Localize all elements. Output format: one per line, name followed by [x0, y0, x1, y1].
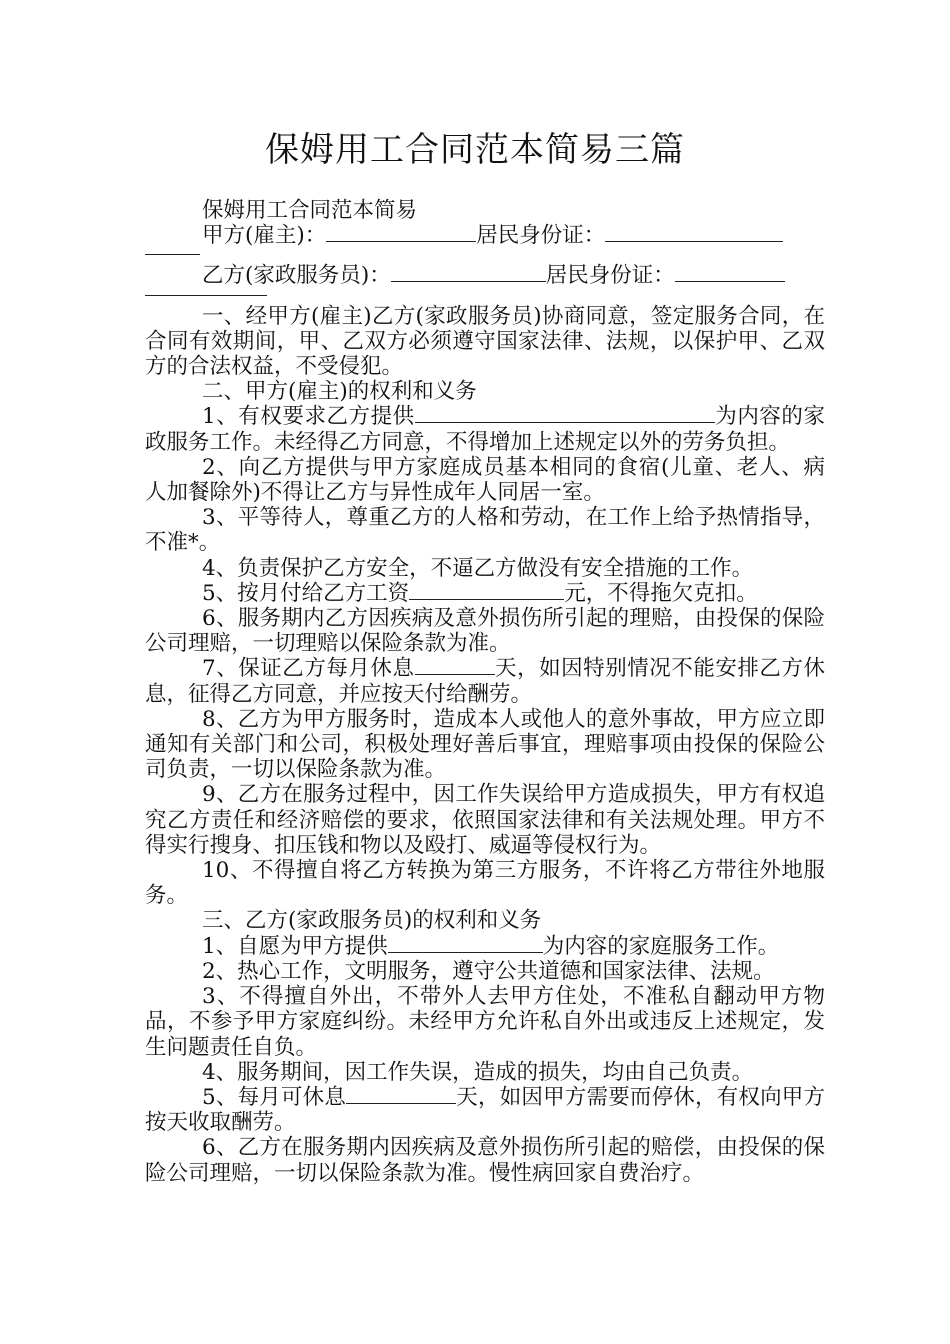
party-b-label: 乙方(家政服务员)： [202, 263, 391, 289]
section-3-heading: 三、乙方(家政服务员)的权利和义务 [202, 908, 542, 934]
party-a-label: 甲方(雇主)： [202, 223, 327, 249]
clause-2-2: 2、向乙方提供与甲方家庭成员基本相同的食宿(儿童、老人、病人加餐除外)不得让乙方与异性成年人同居一室。 [145, 454, 825, 506]
clause-2-5 [145, 581, 825, 606]
clause-3-1-text-b: 为内容的家庭服务工作。 [542, 933, 780, 959]
party-b-id-blank [675, 263, 785, 282]
clause-2-1-blank [415, 404, 715, 423]
clause-2-8: 8、乙方为甲方服务时，造成本人或他人的意外事故，甲方应立即通知有关部门和公司，积极处理好善后事宜，理赔事项由投保的保险公司负责，一切以保险条款为准。 [145, 706, 825, 783]
clause-3-2: 2、热心工作，文明服务，遵守公共道德和国家法律、法规。 [202, 958, 775, 984]
clause-2-9: 9、乙方在服务过程中，因工作失误给甲方造成损失，甲方有权追究乙方责任和经济赔偿的要求，依照国家法律和有关法规处理。甲方不得实行搜身、扣压钱和物以及殴打、威逼等侵权行为。 [145, 782, 825, 858]
clause-3-3: 3、不得擅自外出，不带外人去甲方住处，不准私自翻动甲方物品，不参予甲方家庭纠纷。未经甲方允许私自外出或违反上述规定，发生问题责任自负。 [145, 984, 825, 1060]
party-b-id-blank-continued [145, 289, 267, 296]
subtitle-text: 保姆用工合同范本简易 [202, 198, 418, 223]
party-a-line [145, 223, 825, 248]
clause-2-5-text-b: 元，不得拖欠克扣。 [564, 580, 758, 606]
clause-3-5-text-a: 5、每月可休息 [202, 1084, 347, 1110]
clause-2-5-text-a: 5、按月付给乙方工资 [202, 580, 410, 606]
clause-2-7-text-a: 7、保证乙方每月休息 [202, 656, 415, 682]
clause-2-10: 10、不得擅自将乙方转换为第三方服务，不许将乙方带往外地服务。 [145, 858, 825, 909]
clause-3-5 [145, 1085, 825, 1135]
clause-2-6: 6、服务期内乙方因疾病及意外损伤所引起的理赔，由投保的保险公司理赔，一切理赔以保险条款为准。 [145, 606, 825, 657]
clause-3-1 [145, 934, 825, 959]
clause-2-4: 4、负责保护乙方安全，不逼乙方做没有安全措施的工作。 [202, 555, 754, 581]
party-b-id-label: 居民身份证： [545, 263, 675, 289]
clause-3-5-text-b: 天，如因甲方需要而停休，有权向甲方按天收取酬劳。 [145, 1084, 825, 1136]
clause-2-1-text-b: 为内容的家政服务工作。未经得乙方同意，不得增加上述规定以外的劳务负担。 [145, 404, 825, 455]
clause-2-5-blank [409, 581, 564, 600]
party-a-id-label: 居民身份证： [476, 223, 606, 249]
clause-2-7 [145, 656, 825, 706]
clause-3-6: 6、乙方在服务期内因疾病及意外损伤所引起的赔偿，由投保的保险公司理赔，一切以保险条款为准。慢性病回家自费治疗。 [145, 1135, 825, 1186]
clause-3-5-blank [346, 1085, 456, 1104]
party-b-line [145, 263, 825, 288]
contract-subtitle [145, 198, 825, 223]
section-2-heading: 二、甲方(雇主)的权利和义务 [202, 379, 477, 405]
document-title: 保姆用工合同范本简易三篇 [265, 130, 685, 170]
clause-3-4: 4、服务期间，因工作失误，造成的损失，均由自己负责。 [202, 1059, 754, 1085]
clause-intro: 一、经甲方(雇主)乙方(家政服务员)协商同意，签定服务合同，在合同有效期间，甲、乙双方必须遵守国家法律、法规，以保护甲、乙双方的合法权益，不受侵犯。 [145, 303, 825, 380]
clause-2-7-text-b: 天，如因特别情况不能安排乙方休息，征得乙方同意，并应按天付给酬劳。 [145, 656, 825, 707]
party-a-name-blank [326, 223, 476, 242]
clause-2-1-text-a: 1、有权要求乙方提供 [202, 404, 415, 430]
clause-3-1-text-a: 1、自愿为甲方提供 [202, 933, 388, 959]
clause-2-3: 3、平等待人，尊重乙方的人格和劳动，在工作上给予热情指导，不准*。 [145, 505, 825, 556]
clause-3-1-blank [388, 934, 543, 953]
party-b-name-blank [391, 263, 546, 282]
document-body [145, 198, 825, 1186]
clause-2-7-blank [415, 656, 495, 675]
party-a-id-blank [605, 223, 783, 242]
clause-2-1 [145, 404, 825, 454]
party-a-id-blank-continued [145, 248, 200, 255]
